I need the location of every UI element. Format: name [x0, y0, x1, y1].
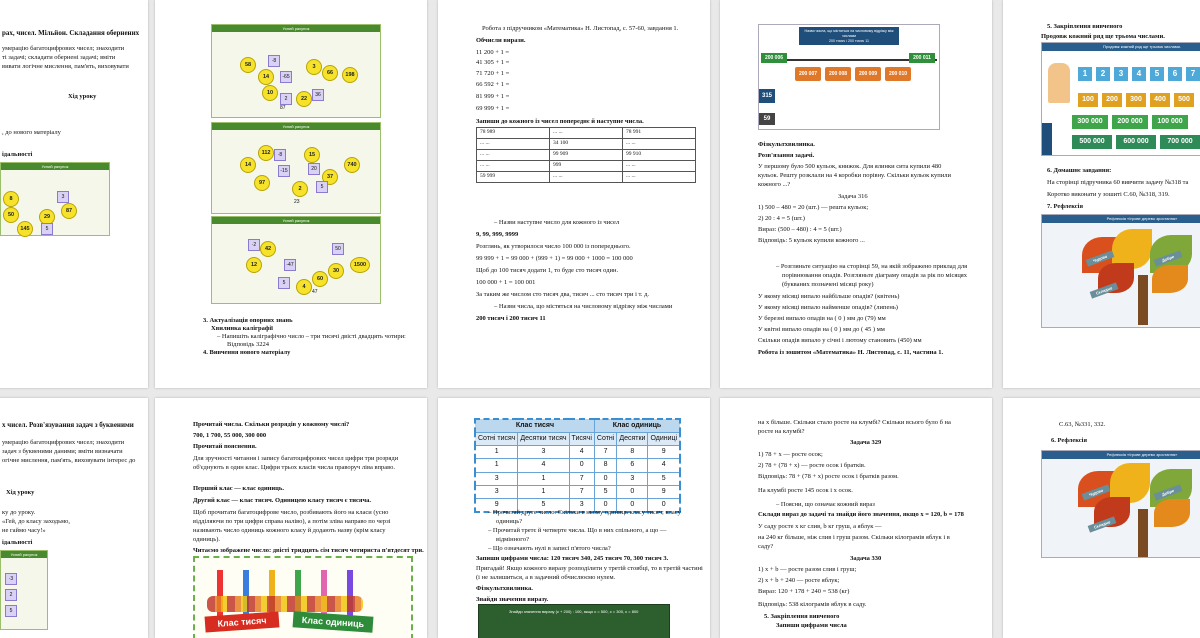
number-tile: 200 009 — [855, 67, 881, 81]
task-title: Задача 316 — [838, 193, 868, 200]
table-cell: 8 — [594, 459, 616, 472]
list-item: 5. Закріплення вивченого — [764, 613, 840, 620]
sequence: 9, 99, 999, 9999 — [476, 231, 519, 238]
section-heading: ідальності — [2, 151, 33, 158]
side-bar — [1042, 123, 1052, 155]
number-node: 22 — [296, 91, 312, 107]
heading: Знайди значення виразу. — [476, 596, 549, 603]
leaf-label: Чудово — [1086, 250, 1115, 266]
table-cell: 4 — [648, 459, 680, 472]
heading: Запиши цифрами числа: 120 тисяч 340, 245 тисяч 70, 300 тисяч 3. — [476, 555, 669, 562]
question: У якому місяці випало найбільше опадів? (квітень) — [758, 293, 900, 300]
table-cell: 0 — [617, 485, 648, 498]
number-node: 15 — [304, 147, 320, 163]
number-node: 145 — [17, 221, 33, 237]
question: Скільки опадів випало у січні і лютому становить (450) мм — [758, 337, 922, 344]
text-line: 1) х + b — росте разом слив і груш; — [758, 566, 857, 573]
list-item: (букваних позначені місяці року) — [782, 281, 874, 288]
text-line: на х більше. Скільки стало росте на клумбі? Скільки всього було б на — [758, 419, 951, 426]
question: У якому місяці випало найменше опадів? (липень) — [758, 304, 898, 311]
table-cell: 0 — [569, 459, 594, 472]
heading: Перший клас — клас одиниць. — [193, 485, 284, 492]
text-line: Для зручності читання і запису багатоцифрових чисел цифри три розряди — [193, 455, 399, 462]
text-line: вивати логічне мислення, пам'ять, виховувати — [2, 63, 129, 70]
slide-image — [1041, 450, 1200, 558]
text-line: За таким же числом сто тисяч два, тисяч ... сто тисяч три і т. д. — [476, 291, 650, 298]
table-cell: ... ... — [477, 139, 550, 150]
number-tile: 200 — [1102, 93, 1122, 107]
operation-square: ·8 — [268, 55, 280, 67]
text-line: Щоб до 100 тисяч додати 1, то буде сто тисяч один. — [476, 267, 619, 274]
leaf-label: Складно — [1088, 516, 1117, 532]
operation-square: 5 — [41, 223, 53, 235]
table-subheader: Десятки — [617, 433, 648, 446]
slide-title: Рефлексія «Ігрове дерево зростання» — [1042, 451, 1200, 459]
list-item: 7. Рефлексія — [1047, 203, 1084, 210]
text-line: Відповідь: 78 + (78 + х) росте осок і братків разом. — [758, 473, 899, 480]
text-line: 1) 500 – 480 = 20 (шт.) — решта кульок; — [758, 204, 869, 211]
number-tile: 200 000 — [1112, 115, 1148, 129]
text-line: 100 000 + 1 = 100 001 — [476, 279, 536, 286]
expression: 69 999 + 1 = — [476, 105, 510, 112]
table-cell: 1 — [518, 472, 569, 485]
number-label: 87 — [280, 105, 286, 111]
heading: Фізкультхвилинка. — [758, 141, 815, 148]
slide-title: Продовж кожний ряд ще трьома числами. — [1042, 43, 1200, 51]
page-5 — [1003, 0, 1200, 388]
table-cell: 99 910 — [623, 150, 696, 161]
table-cell: 1 — [475, 459, 518, 472]
page-2 — [155, 0, 427, 388]
section-heading: ідальності — [2, 539, 33, 546]
operation-square: 2 — [5, 589, 17, 601]
text-line: 1) 78 + х — росте осок; — [758, 451, 823, 458]
list-item: – Назви наступне число для кожного із чисел — [494, 219, 620, 226]
operation-square: 5 — [5, 605, 17, 617]
number-tile: 100 — [1078, 93, 1098, 107]
text-line: ку до уроку. — [2, 509, 36, 516]
number-tile: 100 000 — [1152, 115, 1188, 129]
text-line: У першому було 500 кульок, книжок. Для ялинки сита купили 480 — [758, 163, 942, 170]
table-subheader: Одиниці — [648, 433, 680, 446]
operation-square: 5 — [316, 181, 328, 193]
table-cell: 1 — [475, 446, 518, 459]
leaf-label: Добре — [1154, 250, 1183, 266]
numbers: 700, 1 700, 55 000, 300 000 — [193, 432, 267, 439]
number-node: 66 — [322, 65, 338, 81]
operation-square: 3 — [57, 191, 69, 203]
slide-image — [211, 122, 381, 214]
number-tile: 700 000 — [1160, 135, 1200, 149]
page-8 — [438, 398, 710, 638]
operation-square: ·2 — [248, 239, 260, 251]
text-line: У саду росте х кг слив, b кг груш, а яблук — — [758, 523, 882, 530]
list-item: 3. Актуалізація опорних знань — [203, 317, 293, 324]
number-tile: 500 — [1174, 93, 1194, 107]
table-cell: 999 — [550, 161, 623, 172]
heading: Склади вираз до задачі та знайди його значення, якщо x = 120, b = 178 — [758, 511, 964, 518]
text-line: кульок. Решту розклали на 4 коробки порівну. Скільки кульок купили — [758, 172, 951, 179]
table-cell: ... ... — [623, 139, 696, 150]
table-subheader: Сотні тисяч — [475, 433, 518, 446]
question: У березні випало опадів на ( 0 ) мм до (79) мм — [758, 315, 886, 322]
heading: Прочитай числа. Скільки розрядів у кожному числі? — [193, 421, 350, 428]
text-line: На клумбі росте 145 осок і х осок. — [758, 487, 853, 494]
text-line: «Гей, до класу заходьмо, — [2, 518, 71, 525]
slide-image — [0, 550, 48, 630]
list-item: – Поясни, що означає кожний вираз — [776, 501, 875, 508]
table-cell: 3 — [475, 472, 518, 485]
table-cell: 34 100 — [550, 139, 623, 150]
table-cell: 3 — [475, 485, 518, 498]
text-line: задач з буквеними даними; вміти визначати — [2, 448, 123, 455]
slide-title: Усний рахунок — [212, 25, 380, 32]
task-title: Задача 329 — [850, 439, 882, 446]
number-tile: 200 008 — [825, 67, 851, 81]
text-line: (і не залишиться, а в задачний обчислюємо нулем. — [476, 574, 616, 581]
heading: Прочитай пояснення. — [193, 443, 257, 450]
list-item: – Напишіть каліграфічно число – три тисячі двісті двадцять чотири: — [217, 333, 406, 340]
number-node: 37 — [322, 169, 338, 185]
table-cell: 0 — [594, 472, 616, 485]
page-number-badge: 59 — [759, 113, 775, 125]
number-tile: 300 — [1126, 93, 1146, 107]
number-node: 12 — [246, 257, 262, 273]
slide-image — [211, 216, 381, 304]
text-line: 200 тисяч і 200 тисяч 11 — [476, 315, 546, 322]
number-label: 23 — [294, 199, 300, 205]
table-header: Клас одиниць — [594, 419, 680, 433]
table-cell: ... ... — [623, 172, 696, 183]
page-1 — [0, 0, 148, 388]
number-node: 14 — [240, 157, 256, 173]
number-node: 97 — [254, 175, 270, 191]
number-node: 58 — [240, 57, 256, 73]
leaf-label: Добре — [1154, 484, 1183, 500]
table-cell: 0 — [617, 498, 648, 512]
text-line: Відповідь: 538 кілограмів яблук в саду. — [758, 601, 867, 608]
expression: 11 200 + 1 = — [476, 49, 510, 56]
text-line: ті задачі; складати обернені задачі; вміти — [2, 54, 116, 61]
list-item: Запиши цифрами числа — [776, 622, 847, 629]
number-node: 8 — [3, 191, 19, 207]
operation-square: 50 — [332, 243, 344, 255]
tree-trunk — [1138, 275, 1148, 325]
leaf-icon — [1152, 265, 1188, 293]
table-cell: ... ... — [477, 150, 550, 161]
text-line: , до нового матеріалу — [2, 129, 61, 136]
operation-square: 2 — [280, 93, 292, 105]
slide-subtitle: 200 тисяч і 200 тисяч 11 — [828, 39, 870, 43]
table-cell: 4 — [569, 446, 594, 459]
table-cell: 5 — [518, 498, 569, 512]
number-node: 50 — [3, 207, 19, 223]
list-item: – Назви числа, що містяться на числовому відрізку між числами — [494, 303, 673, 310]
table-subheader: Тисячі — [569, 433, 594, 446]
table-cell: 7 — [594, 446, 616, 459]
number-node: 4 — [296, 279, 312, 295]
tree-trunk — [1138, 509, 1148, 557]
table-cell: 8 — [617, 446, 648, 459]
text-line: умерацію багатоцифрових чисел; знаходити — [2, 45, 125, 52]
expression: 66 592 + 1 = — [476, 81, 510, 88]
leaf-label: Складно — [1090, 282, 1119, 298]
number-tile: 600 000 — [1116, 135, 1156, 149]
table-cell: 7 — [569, 485, 594, 498]
number-node: 740 — [344, 157, 360, 173]
leaf-label: Чудово — [1082, 484, 1111, 500]
text-line: На сторінці підручника 60 вивчити задачу №318 та — [1047, 179, 1189, 186]
operation-square: -65 — [280, 71, 292, 83]
number-tile: 2 — [1096, 67, 1110, 81]
table-cell: 3 — [569, 498, 594, 512]
page-title: х чисел. Розв'язування задач з буквеними — [2, 421, 134, 429]
table-cell: ... ... — [623, 161, 696, 172]
text-line: називають число одиниць кожного класу й додають назву (крім класу — [193, 527, 386, 534]
class-table — [474, 418, 681, 513]
number-tile: 4 — [1132, 67, 1146, 81]
abacus-label: Клас тисяч — [205, 611, 280, 632]
table-cell: 99 909 — [550, 150, 623, 161]
page-number-badge: 315 — [759, 89, 775, 103]
operation-square: ·3 — [5, 573, 17, 585]
text-line: огічне мислення, пам'ять, виховувати інтерес до — [2, 457, 136, 464]
table-cell: 78 991 — [623, 128, 696, 139]
table-cell: 7 — [569, 472, 594, 485]
slide-image — [758, 24, 940, 130]
table-subheader: Десятки тисяч — [518, 433, 569, 446]
slide-image — [478, 604, 670, 638]
table-cell: 5 — [594, 485, 616, 498]
text-line: об'єднують в один клас. Цифри трьох класів числа праворуч ліва вправо. — [193, 464, 396, 471]
number-tile: 300 000 — [1072, 115, 1108, 129]
slide-title: Знайди значення виразу (с + 200) : 100, якщо с = 500, с = 300, с = 800 — [509, 609, 639, 614]
number-node: 42 — [260, 241, 276, 257]
slide-image — [1041, 214, 1200, 328]
task-title: Задача 330 — [850, 555, 882, 562]
text-line: 2) х + b + 240 — росте яблук; — [758, 577, 840, 584]
text-line: не гаймо часу!» — [2, 527, 46, 534]
table-cell: 3 — [617, 472, 648, 485]
text-line: одиниць). — [193, 536, 221, 543]
number-node: 29 — [39, 209, 55, 225]
text-line: кожного ...? — [758, 181, 791, 188]
text-line: 99 999 + 1 = 99 000 + (999 + 1) = 99 000 + 1000 = 100 000 — [476, 255, 633, 262]
number-tile: 200 006 — [761, 53, 787, 63]
number-tile: 200 010 — [885, 67, 911, 81]
table-cell: 4 — [518, 459, 569, 472]
expression: 41 305 + 1 = — [476, 59, 510, 66]
slide-image — [211, 24, 381, 118]
slide-title: Рефлексія «Ігрове дерево зростання» — [1042, 215, 1200, 223]
text-line: Розглянь, як утворилося число 100 000 із попереднього. — [476, 243, 631, 250]
number-node: 87 — [61, 203, 77, 219]
number-tile: 400 — [1150, 93, 1170, 107]
slide-title: Назви числа, що містяться на числовому відрізку між числами — [804, 29, 894, 38]
number-node: 1500 — [350, 257, 370, 273]
page-3 — [438, 0, 710, 388]
section-heading: Хід уроку — [68, 93, 97, 100]
list-item: – Що означають нулі в записі п'ятого числа? — [488, 545, 611, 552]
operation-square: -15 — [278, 165, 290, 177]
text-line: росте на клумбі? — [758, 428, 805, 435]
text-line: умерацію багатоцифрових чисел; знаходити — [2, 439, 125, 446]
table-header: Клас тисяч — [475, 419, 594, 433]
text-line: Коротко виконати у зошиті С.60, №318, 319. — [1047, 191, 1170, 198]
operation-square: ·8 — [274, 149, 286, 161]
text-line: на 240 кг більше, ніж слив і груш разом. Скільки кілограмів яблук і в — [758, 534, 950, 541]
number-tile: 1 — [1078, 67, 1092, 81]
text-line: Вираз: 120 + 178 + 240 = 538 (кг) — [758, 588, 850, 595]
text-line: Пригадай! Якщо кожного виразу розподілити у третій стовбці, то в третій частині — [476, 565, 703, 572]
number-node: 14 — [258, 69, 274, 85]
list-item: 4. Вивчення нового матеріалу — [203, 349, 291, 356]
abacus-label: Клас одиниць — [293, 611, 374, 633]
page-4 — [720, 0, 992, 388]
text-line: Відповідь: 5 кульок купили кожного ... — [758, 237, 865, 244]
slide-title: Усний рахунок — [1, 163, 109, 170]
number-tile: 3 — [1114, 67, 1128, 81]
number-node: 198 — [342, 67, 358, 83]
heading: Запиши до кожного із чисел попереднє й наступне числа. — [476, 118, 644, 125]
page-6 — [0, 398, 148, 638]
text-line: 2) 78 + (78 + х) — росте осок і братків. — [758, 462, 866, 469]
question: У квітні випало опадів на ( 0 ) мм до ( 45 ) мм — [758, 326, 885, 333]
slide-title: Усний рахунок — [212, 217, 380, 224]
table-cell: ... ... — [550, 172, 623, 183]
text-line: Робота з підручником «Математика» Н. Листопад, с. 57-60, завдання 1. — [482, 25, 679, 32]
number-node: 112 — [258, 145, 274, 161]
boy-illustration — [1048, 63, 1070, 103]
number-tile: 5 — [1150, 67, 1164, 81]
text-line: саду? — [758, 543, 774, 550]
heading: Продовж кожний ряд ще трьома числами. — [1041, 33, 1165, 40]
operation-square: 20 — [308, 163, 320, 175]
number-table — [476, 127, 696, 183]
table-cell: 9 — [475, 498, 518, 512]
number-tile: 7 — [1186, 67, 1200, 81]
slide-image — [0, 162, 110, 236]
table-cell: 9 — [648, 485, 680, 498]
list-item: 5. Закріплення вивченого — [1047, 23, 1123, 30]
page-7 — [155, 398, 427, 638]
table-cell: 9 — [648, 446, 680, 459]
table-cell: 0 — [594, 498, 616, 512]
text-line: відділяючи по три цифри справа наліво), а потім зліва направо по черзі — [193, 518, 391, 525]
heading: Читаємо зображене число: двісті тридцять сім тисяч чотириста п'ятдесят три. — [193, 547, 424, 554]
number-tile: 6 — [1168, 67, 1182, 81]
table-cell: 0 — [648, 498, 680, 512]
operation-square: -47 — [284, 259, 296, 271]
number-node: 3 — [306, 59, 322, 75]
operation-square: 5 — [278, 277, 290, 289]
list-item: відмінного? — [496, 536, 529, 543]
operation-square: 36 — [312, 89, 324, 101]
table-cell: 78 989 — [477, 128, 550, 139]
table-subheader: Сотні — [594, 433, 616, 446]
heading: Другий клас — клас тисяч. Одиницею класу тисяч є тисяча. — [193, 497, 371, 504]
slide-title: Усний рахунок — [212, 123, 380, 130]
table-cell: ... ... — [550, 128, 623, 139]
number-node: 10 — [262, 85, 278, 101]
heading: Фізкультхвилинка. — [476, 585, 533, 592]
number-node: 60 — [312, 271, 328, 287]
text-line: 2) 20 : 4 = 5 (шт.) — [758, 215, 805, 222]
page-title: рах, чисел. Мільйон. Складання обернених — [2, 29, 140, 37]
list-item: Відповідь 3224 — [227, 341, 269, 348]
number-tile: 200 011 — [909, 53, 935, 63]
number-label: 47 — [312, 289, 318, 295]
list-item: Хвилинка каліграфії — [211, 325, 273, 332]
abacus-image — [193, 556, 413, 638]
number-node: 2 — [292, 181, 308, 197]
list-item: 6. Рефлексія — [1051, 437, 1088, 444]
table-cell: 5 — [648, 472, 680, 485]
number-tile: 200 007 — [795, 67, 821, 81]
list-item: – Прочитай третє й четверте числа. Що в них спільного, а що — — [488, 527, 667, 534]
table-cell: 1 — [518, 485, 569, 498]
text-line: Щоб прочитати багатоцифрове число, розбивають його на класи (усно — [193, 509, 389, 516]
slide-image — [1041, 42, 1200, 156]
page-9 — [720, 398, 992, 638]
text-line: С.63, №331, 332. — [1059, 421, 1106, 428]
table-cell: 6 — [617, 459, 648, 472]
expression: 71 720 + 1 = — [476, 70, 510, 77]
number-node: 30 — [328, 263, 344, 279]
heading: Робота із зошитом «Математика» Н. Листопад, с. 11, частина 1. — [758, 349, 944, 356]
list-item: – Розгляньте ситуацію на сторінці 59, на якій зображено приклад для — [776, 263, 968, 270]
expression: 81 999 + 1 = — [476, 93, 510, 100]
list-item: 6. Домашнє завдання: — [1047, 167, 1112, 174]
number-tile: 500 000 — [1072, 135, 1112, 149]
table-cell: 3 — [518, 446, 569, 459]
list-item: порівнювання опадів. Розгляньте діаграму опадів за рік по місяцях — [782, 272, 968, 279]
page-10 — [1003, 398, 1200, 638]
table-cell: ... ... — [477, 161, 550, 172]
section-heading: Хід уроку — [6, 489, 35, 496]
heading: Обчисли вирази. — [476, 37, 526, 44]
table-cell: 59 999 — [477, 172, 550, 183]
slide-title: Усний рахунок — [1, 551, 47, 558]
list-item: одиниць? — [496, 518, 523, 525]
leaf-icon — [1154, 499, 1190, 527]
heading: Розв'язання задачі. — [758, 152, 815, 159]
text-line: Вираз: (500 – 480) : 4 = 5 (шт.) — [758, 226, 842, 233]
list-item: – Прочитай друге число. Скільки в ньому одиниць класу тисяч; класу — [488, 509, 681, 516]
